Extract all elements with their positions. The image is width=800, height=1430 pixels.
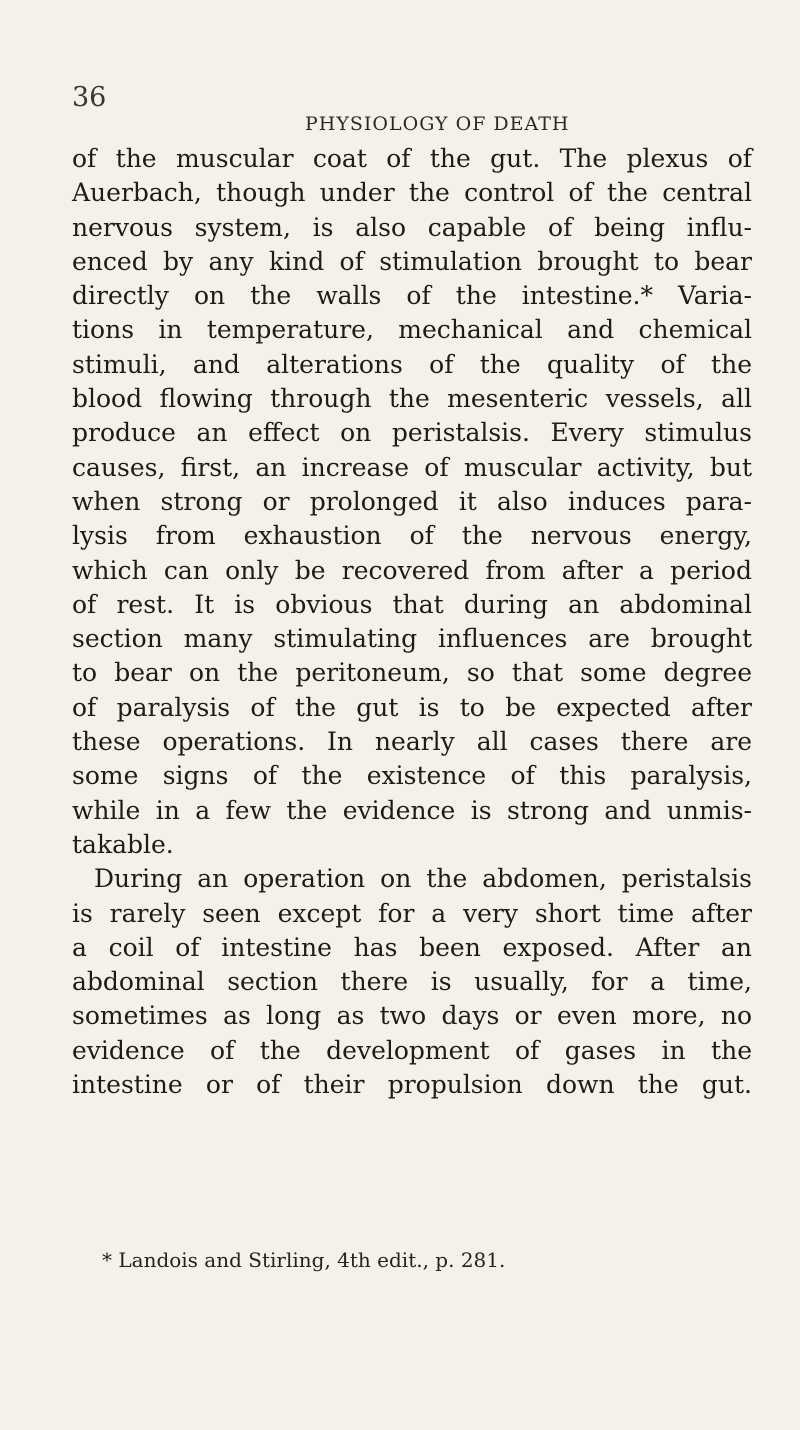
footnote: * Landois and Stirling, 4th edit., p. 281. [102, 1248, 506, 1272]
text-line: a coil of intestine has been exposed. After an [72, 932, 752, 962]
page-number: 36 [72, 82, 107, 113]
text-line: blood flowing through the mesenteric vessels, all [72, 384, 752, 414]
text-line: while in a few the evidence is strong and unmis- [72, 795, 752, 825]
running-head: PHYSIOLOGY OF DEATH [305, 113, 570, 135]
text-line: to bear on the peritoneum, so that some degree [72, 658, 752, 688]
text-line: of the muscular coat of the gut. The plexus of [72, 144, 752, 173]
text-line: stimuli, and alterations of the quality of the [72, 349, 752, 379]
text-line: directly on the walls of the intestine.* Varia- [72, 281, 752, 311]
text-line: which can only be recovered from after a period [72, 555, 752, 585]
text-line: of paralysis of the gut is to be expected after [72, 692, 752, 722]
text-line: nervous system, is also capable of being influ- [72, 212, 752, 242]
text-line: Auerbach, though under the control of the central [72, 178, 752, 208]
text-line: these operations. In nearly all cases there are [72, 727, 752, 757]
body-text [72, 142, 752, 1102]
text-line: produce an effect on peristalsis. Every stimulus [72, 418, 752, 448]
text-line: causes, first, an increase of muscular activity, but [72, 452, 752, 482]
text-line: evidence of the development of gases in the [72, 1035, 752, 1065]
text-line: abdominal section there is usually, for a time, [72, 967, 752, 997]
text-line: takable. [72, 829, 174, 859]
text-line: is rarely seen except for a very short time after [72, 898, 752, 928]
text-line: some signs of the existence of this paralysis, [72, 761, 752, 791]
text-line: section many stimulating influences are brought [72, 624, 752, 654]
text-line: of rest. It is obvious that during an abdominal [72, 589, 752, 619]
text-line: tions in temperature, mechanical and chemical [72, 315, 752, 345]
text-line: sometimes as long as two days or even more, no [72, 1001, 752, 1031]
text-line: lysis from exhaustion of the nervous energy, [72, 521, 752, 551]
text-line: when strong or prolonged it also induces para- [72, 486, 752, 516]
text-line: intestine or of their propulsion down the gut. [72, 1070, 752, 1100]
text-line: During an operation on the abdomen, peristalsis [94, 864, 752, 894]
text-line: enced by any kind of stimulation brought to bear [72, 246, 752, 276]
